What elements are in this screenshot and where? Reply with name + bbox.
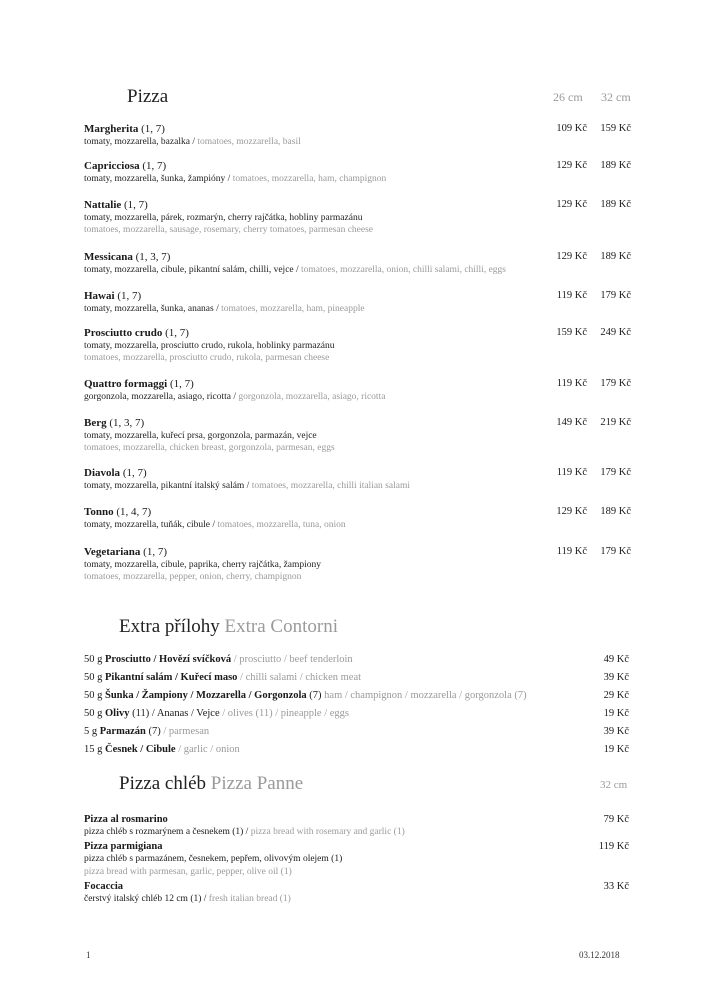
price-32cm: 189 Kč [600,506,631,517]
extra-item [84,653,629,667]
price-32cm: 189 Kč [600,199,631,210]
pizza-item [84,198,644,236]
bread-price: 119 Kč [598,841,629,852]
pizza-allergens: (1, 3, 7) [132,251,171,263]
extra-allergens: (11) / Ananas / Vejce [129,708,220,719]
extra-qty: 15 g [84,744,105,755]
bread-desc-en-line: pizza bread with parmesan, garlic, pepper, olive oil (1) [84,867,292,877]
pizza-item [84,326,644,364]
pizza-description [84,519,644,531]
pizza-item [84,377,644,403]
price-32cm: 179 Kč [600,378,631,389]
price-26cm: 119 Kč [556,290,587,301]
col-header-32: 32 cm [601,90,631,104]
extra-item [84,671,629,685]
price-26cm: 119 Kč [556,546,587,557]
price-32cm: 249 Kč [600,327,631,338]
extra-item [84,689,629,703]
page-number: 1 [86,950,91,960]
price-32cm: 179 Kč [600,290,631,301]
extras-title-en: Extra Contorni [224,616,338,637]
pizza-allergens: (1, 7) [162,327,189,339]
pizza-allergens: (1, 7) [139,160,167,172]
pizza-desc-cz: tomaty, mozzarella, pikantní italský salám / [84,481,252,491]
extra-name: Olivy [105,708,130,719]
pizza-name: Capricciosa [84,160,140,172]
extra-name-en: / olives (11) / pineapple / eggs [219,708,349,719]
pizza-section-title: Pizza [127,86,169,107]
price-32cm: 189 Kč [600,251,631,262]
extra-item [84,707,629,721]
pizza-desc-en: gorgonzola, mozzarella, asiago, ricotta [238,392,386,402]
bread-price: 33 Kč [603,881,629,892]
extra-name-en: / chilli salami / chicken meat [237,672,362,683]
bread-item [84,840,629,879]
pizza-allergens: (1, 7) [120,467,147,479]
extra-price: 49 Kč [603,654,629,665]
extra-qty: 50 g [84,708,105,719]
bread-desc-en: fresh italian bread (1) [208,894,291,904]
bread-item [84,813,629,839]
extra-name: Parmazán [99,726,146,737]
pizza-name: Prosciutto crudo [84,327,163,339]
extra-allergens: (7) [145,726,161,737]
pizza-allergens: (1, 4, 7) [113,506,152,518]
bread-name: Pizza al rosmarino [84,814,168,825]
pizza-desc-en-line: tomatoes, mozzarella, sausage, rosemary, cherry tomatoes, parmesan cheese [84,225,374,235]
price-26cm: 129 Kč [556,160,587,171]
pizza-desc-cz: gorgonzola, mozzarella, asiago, ricotta / [84,392,239,402]
pizza-name: Messicana [84,251,133,263]
pizza-name: Berg [84,417,107,429]
pizza-item [84,289,644,315]
bread-description-en [84,866,629,879]
bread-title-cz: Pizza chléb [119,773,207,794]
extra-price: 39 Kč [603,672,629,683]
pizza-desc-cz: tomaty, mozzarella, tuňák, cibule / [84,520,218,530]
pizza-item [84,466,644,492]
extra-qty: 50 g [84,690,105,701]
extra-name: Šunka / Žampiony / Mozzarella / Gorgonzola [105,690,307,701]
price-32cm: 159 Kč [600,123,631,134]
pizza-allergens: (1, 7) [167,378,194,390]
pizza-description [84,340,644,352]
pizza-description [84,212,644,224]
pizza-desc-en-line: tomatoes, mozzarella, chicken breast, gorgonzola, parmesan, eggs [84,443,335,453]
pizza-description [84,391,644,403]
pizza-desc-cz: tomaty, mozzarella, bazalka / [84,137,198,147]
price-26cm: 129 Kč [556,506,587,517]
pizza-allergens: (1, 7) [114,290,142,302]
pizza-allergens: (1, 3, 7) [106,417,145,429]
extras-title-cz: Extra přílohy [119,616,220,637]
pizza-desc-en-line: tomatoes, mozzarella, prosciutto crudo, rukola, parmesan cheese [84,353,330,363]
extra-qty: 50 g [84,672,105,683]
pizza-item [84,250,644,276]
pizza-desc-cz: tomaty, mozzarella, párek, rozmarýn, cherry rajčátka, hobliny parmazánu [84,213,363,223]
extra-price: 19 Kč [603,708,629,719]
pizza-description-en [84,224,644,236]
pizza-name: Margherita [84,123,139,135]
pizza-item [84,545,644,583]
bread-description [84,826,629,839]
price-32cm: 179 Kč [600,467,631,478]
bread-desc-cz: pizza chléb s parmazánem, česnekem, pepřem, olivovým olejem (1) [84,854,343,864]
bread-description [84,853,629,866]
pizza-allergens: (1, 7) [121,199,148,211]
price-32cm: 179 Kč [600,546,631,557]
bread-col-header: 32 cm [600,779,628,791]
price-26cm: 149 Kč [556,417,587,428]
footer-date: 03.12.2018 [579,950,620,960]
extra-qty: 50 g [84,654,105,665]
bread-desc-cz: čerstvý italský chléb 12 cm (1) / [84,894,209,904]
price-26cm: 159 Kč [556,327,587,338]
pizza-desc-en: tomatoes, mozzarella, chilli italian salami [251,481,410,491]
pizza-name: Tonno [84,506,114,518]
price-26cm: 119 Kč [556,378,587,389]
pizza-name: Quattro formaggi [84,378,168,390]
extra-qty: 5 g [84,726,100,737]
pizza-description [84,559,644,571]
price-32cm: 189 Kč [600,160,631,171]
col-header-26: 26 cm [553,90,583,104]
pizza-desc-cz: tomaty, mozzarella, cibule, paprika, cherry rajčátka, žampiony [84,560,322,570]
pizza-description [84,480,644,492]
extra-allergens: (7) [306,690,322,701]
pizza-name: Vegetariana [84,546,141,558]
extra-name-en: / garlic / onion [175,744,240,755]
pizza-description [84,303,644,315]
extra-price: 39 Kč [603,726,629,737]
extra-name-en: / prosciutto / beef tenderloin [231,654,353,665]
pizza-description [84,430,644,442]
pizza-desc-en: tomatoes, mozzarella, tuna, onion [217,520,346,530]
extra-item [84,725,629,739]
pizza-desc-en: tomatoes, mozzarella, onion, chilli salami, chilli, eggs [301,265,507,275]
bread-price: 79 Kč [603,814,629,825]
pizza-description [84,136,644,148]
extra-name: Pikantní salám / Kuřecí maso [105,672,238,683]
extra-item [84,743,629,757]
bread-title-en: Pizza Panne [210,773,304,794]
pizza-item [84,159,644,185]
price-26cm: 129 Kč [556,199,587,210]
bread-name: Pizza parmigiana [84,841,163,852]
pizza-description-en [84,352,644,364]
pizza-desc-cz: tomaty, mozzarella, šunka, ananas / [84,304,222,314]
price-32cm: 219 Kč [600,417,631,428]
price-26cm: 129 Kč [556,251,587,262]
pizza-description-en [84,442,644,454]
pizza-desc-cz: tomaty, mozzarella, cibule, pikantní salám, chilli, vejce / [84,265,302,275]
pizza-item [84,416,644,454]
extra-name: Prosciutto / Hovězí svíčková [105,654,232,665]
pizza-allergens: (1, 7) [140,546,167,558]
pizza-description [84,173,644,185]
bread-description [84,893,629,906]
pizza-description [84,264,644,276]
pizza-desc-cz: tomaty, mozzarella, kuřecí prsa, gorgonzola, parmazán, vejce [84,431,317,441]
extras-section-title [119,616,338,638]
bread-desc-cz: pizza chléb s rozmarýnem a česnekem (1) / [84,827,251,837]
pizza-item [84,122,644,148]
pizza-name: Diavola [84,467,121,479]
extra-name: Česnek / Cibule [105,744,176,755]
pizza-allergens: (1, 7) [138,123,165,135]
pizza-desc-en: tomatoes, mozzarella, ham, pineapple [221,304,365,314]
pizza-desc-en-line: tomatoes, mozzarella, pepper, onion, cherry, champignon [84,572,302,582]
extra-price: 19 Kč [603,744,629,755]
pizza-name: Nattalie [84,199,122,211]
pizza-description-en [84,571,644,583]
extra-price: 29 Kč [603,690,629,701]
bread-desc-en: pizza bread with rosemary and garlic (1) [250,827,405,837]
bread-name: Focaccia [84,881,124,892]
price-26cm: 109 Kč [556,123,587,134]
pizza-item [84,505,644,531]
extra-name-en: ham / champignon / mozzarella / gorgonzola (7) [321,690,527,701]
pizza-desc-cz: tomaty, mozzarella, prosciutto crudo, rukola, hoblinky parmazánu [84,341,335,351]
pizza-desc-en: tomatoes, mozzarella, ham, champignon [232,174,387,184]
bread-item [84,880,629,906]
bread-section-title [119,773,303,795]
extra-name-en: / parmesan [160,726,210,737]
pizza-name: Hawai [84,290,115,302]
price-26cm: 119 Kč [556,467,587,478]
pizza-desc-cz: tomaty, mozzarella, šunka, žampióny / [84,174,233,184]
pizza-desc-en: tomatoes, mozzarella, basil [197,137,301,147]
